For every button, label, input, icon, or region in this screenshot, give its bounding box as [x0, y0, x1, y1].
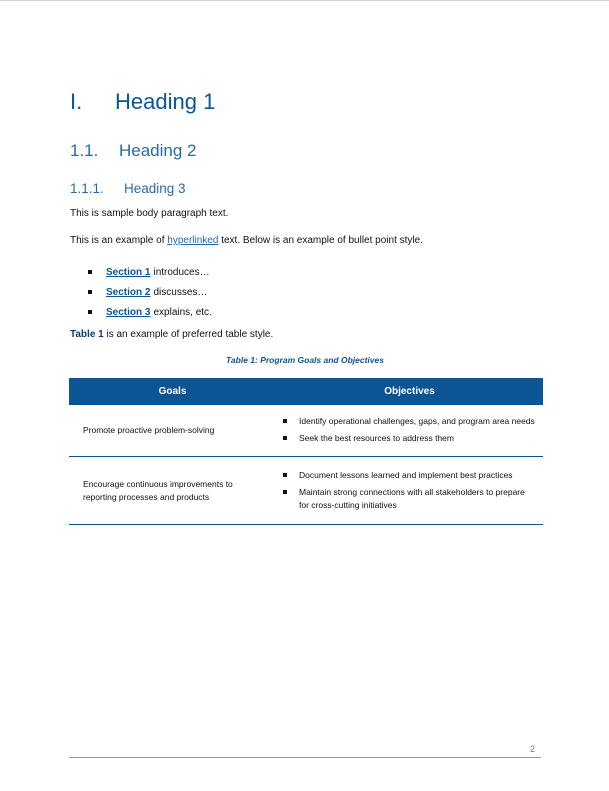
bullet-text: introduces…: [153, 266, 210, 278]
heading-1-text: Heading 1: [115, 89, 216, 114]
section-1-link[interactable]: Section 1: [106, 266, 151, 278]
bullet-square-icon: [283, 473, 287, 477]
body-paragraph-2: [70, 235, 423, 246]
table-row: [69, 457, 543, 525]
bullet-item: [88, 282, 212, 302]
bullet-square-icon: [88, 310, 92, 314]
objective-item: [276, 415, 543, 428]
bullet-square-icon: [88, 270, 92, 274]
heading-2-number: 1.1.: [70, 141, 99, 160]
hyperlink[interactable]: hyperlinked: [167, 235, 219, 246]
paragraph-2-text-before: This is an example of: [70, 235, 168, 246]
objective-text: Maintain strong connections with all stakeholders to prepare for cross-cutting initiatives: [299, 486, 525, 510]
bullet-square-icon: [283, 490, 287, 494]
section-2-link[interactable]: Section 2: [106, 286, 151, 298]
table-row: [69, 405, 543, 457]
goal-text: Encourage continuous improvements to reporting processes and products: [83, 478, 233, 502]
bullet-item: [88, 302, 212, 322]
footer-divider: [69, 757, 541, 758]
objective-text: Identify operational challenges, gaps, and program area needs: [299, 416, 535, 426]
objective-item: [276, 432, 543, 445]
page-number: 2: [530, 744, 536, 754]
table-reference-text: is an example of preferred table style.: [103, 329, 274, 340]
heading-3-text: Heading 3: [124, 181, 186, 196]
heading-3-number: 1.1.1.: [70, 181, 104, 196]
table-reference-bold: Table 1: [70, 329, 104, 340]
bullet-text: discusses…: [153, 286, 208, 298]
table-header-row: [69, 378, 543, 405]
objective-text: Document lessons learned and implement best practices: [299, 469, 513, 480]
objectives-list: [276, 415, 543, 445]
objectives-cell: [276, 405, 543, 457]
objective-item: [276, 486, 543, 512]
bullet-text: explains, etc.: [153, 306, 212, 318]
goal-cell: [69, 405, 276, 457]
goal-text: Promote proactive problem-solving: [83, 425, 215, 435]
heading-2-text: Heading 2: [119, 141, 197, 160]
bullet-square-icon: [283, 436, 287, 440]
goals-objectives-table: [69, 378, 543, 525]
heading-1-number: I.: [70, 89, 83, 114]
heading-3: [70, 181, 186, 196]
bullet-square-icon: [283, 419, 287, 423]
objectives-cell: [276, 457, 543, 525]
table-caption: Table 1: Program Goals and Objectives: [226, 355, 384, 365]
paragraph-2-text-after: text. Below is an example of bullet point style.: [218, 235, 423, 246]
column-header-goals: Goals: [69, 378, 276, 405]
bullet-item: [88, 262, 212, 282]
objective-text: Seek the best resources to address them: [299, 433, 454, 443]
objectives-list: [276, 469, 543, 512]
objective-item: [276, 469, 543, 482]
table-reference-paragraph: [70, 329, 273, 340]
goal-cell: [69, 457, 276, 525]
body-paragraph-1: This is sample body paragraph text.: [70, 208, 229, 219]
bullet-list: [88, 262, 212, 322]
column-header-objectives: Objectives: [276, 378, 543, 405]
heading-2: [70, 141, 197, 161]
heading-1: [70, 89, 215, 115]
bullet-square-icon: [88, 290, 92, 294]
section-3-link[interactable]: Section 3: [106, 306, 151, 318]
